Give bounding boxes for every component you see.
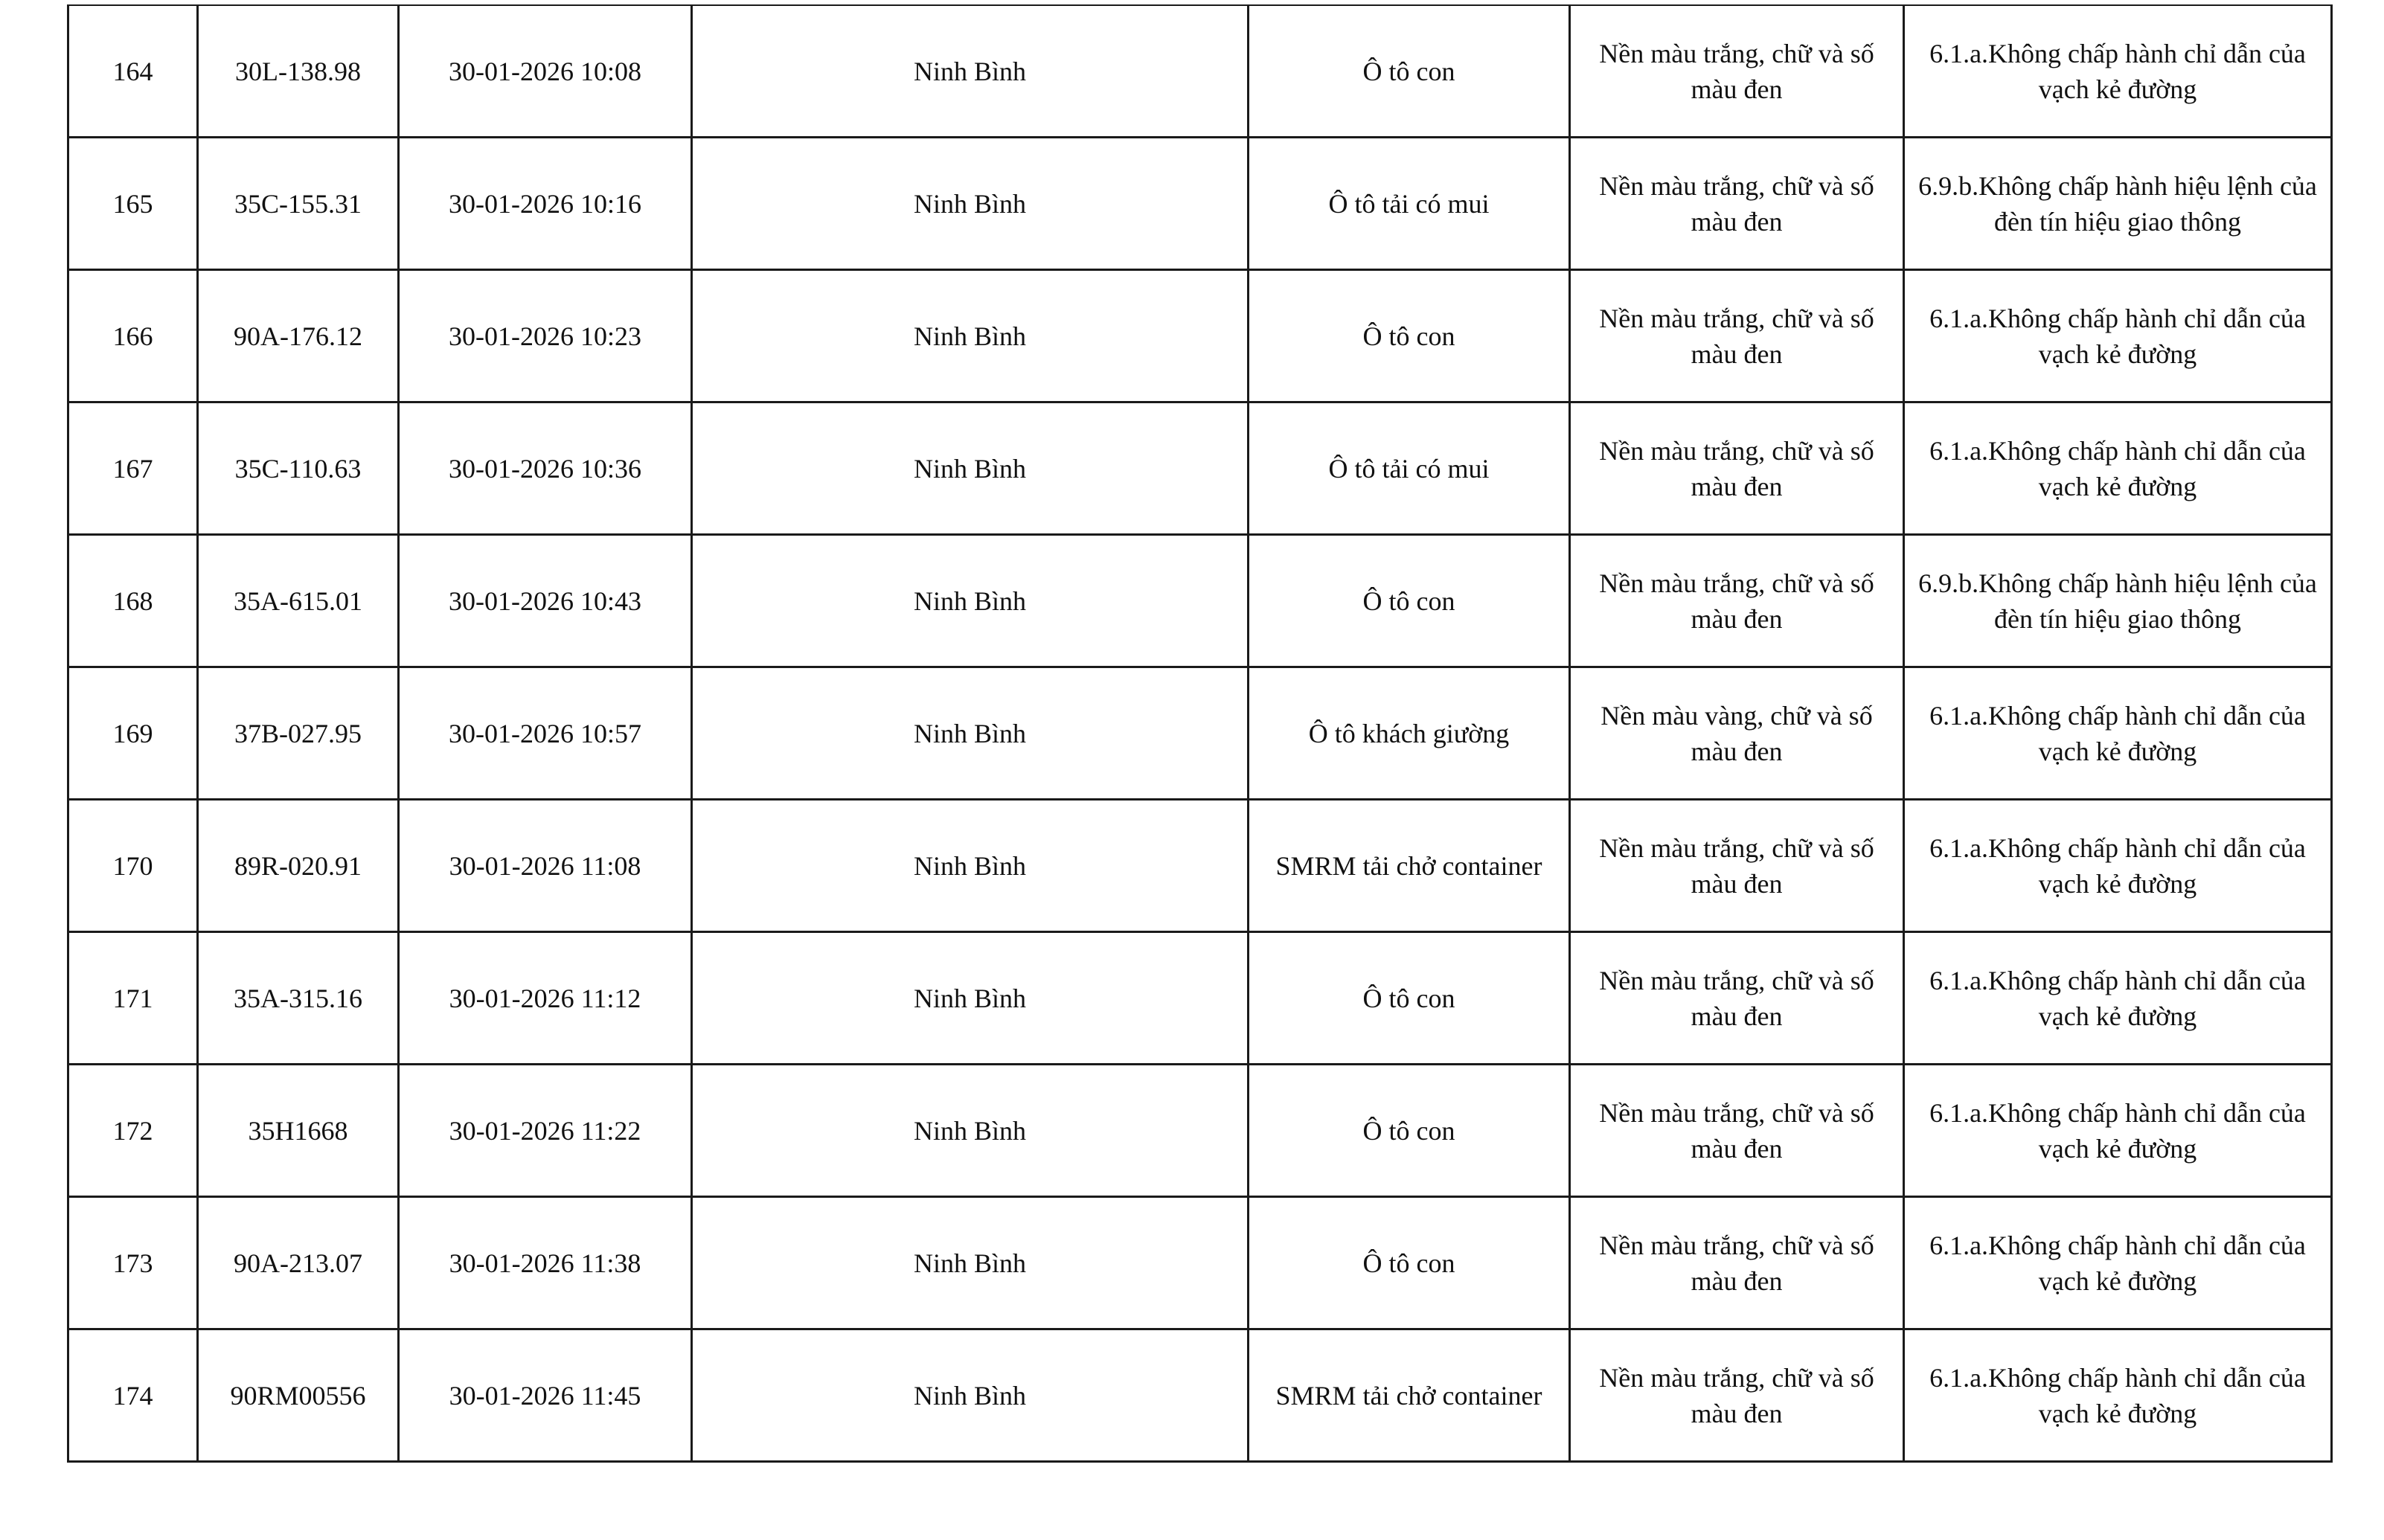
- violation-time-cell: 30-01-2026 10:23: [399, 270, 692, 402]
- table-row: [68, 270, 2332, 402]
- plate-color-cell: Nền màu trắng, chữ và số màu đen: [1570, 1065, 1904, 1197]
- violation-description-cell: 6.1.a.Không chấp hành chỉ dẫn của vạch kẻ đường: [1904, 1329, 2332, 1462]
- license-plate-cell: 90A-213.07: [198, 1197, 399, 1329]
- license-plate-cell: 35H1668: [198, 1065, 399, 1197]
- plate-color-cell: Nền màu trắng, chữ và số màu đen: [1570, 535, 1904, 667]
- vehicle-type-cell: Ô tô tải có mui: [1249, 402, 1570, 535]
- row-number-cell: 166: [68, 270, 198, 402]
- table-row: [68, 535, 2332, 667]
- violation-time-cell: 30-01-2026 10:57: [399, 667, 692, 800]
- location-cell: Ninh Bình: [692, 800, 1249, 932]
- plate-color-cell: Nền màu trắng, chữ và số màu đen: [1570, 5, 1904, 138]
- table-body: [68, 5, 2332, 1462]
- plate-color-cell: Nền màu trắng, chữ và số màu đen: [1570, 800, 1904, 932]
- license-plate-cell: 90RM00556: [198, 1329, 399, 1462]
- plate-color-cell: Nền màu trắng, chữ và số màu đen: [1570, 138, 1904, 270]
- location-cell: Ninh Bình: [692, 932, 1249, 1065]
- violation-time-cell: 30-01-2026 11:22: [399, 1065, 692, 1197]
- plate-color-cell: Nền màu vàng, chữ và số màu đen: [1570, 667, 1904, 800]
- table-row: [68, 1197, 2332, 1329]
- location-cell: Ninh Bình: [692, 138, 1249, 270]
- plate-color-cell: Nền màu trắng, chữ và số màu đen: [1570, 1329, 1904, 1462]
- location-cell: Ninh Bình: [692, 1329, 1249, 1462]
- table-row: [68, 1065, 2332, 1197]
- row-number-cell: 164: [68, 5, 198, 138]
- license-plate-cell: 90A-176.12: [198, 270, 399, 402]
- plate-color-cell: Nền màu trắng, chữ và số màu đen: [1570, 270, 1904, 402]
- violation-description-cell: 6.1.a.Không chấp hành chỉ dẫn của vạch kẻ đường: [1904, 932, 2332, 1065]
- license-plate-cell: 35A-315.16: [198, 932, 399, 1065]
- location-cell: Ninh Bình: [692, 270, 1249, 402]
- row-number-cell: 174: [68, 1329, 198, 1462]
- license-plate-cell: 89R-020.91: [198, 800, 399, 932]
- row-number-cell: 167: [68, 402, 198, 535]
- vehicle-type-cell: SMRM tải chở container: [1249, 800, 1570, 932]
- vehicle-type-cell: Ô tô khách giường: [1249, 667, 1570, 800]
- location-cell: Ninh Bình: [692, 402, 1249, 535]
- violation-description-cell: 6.1.a.Không chấp hành chỉ dẫn của vạch kẻ đường: [1904, 402, 2332, 535]
- violation-time-cell: 30-01-2026 11:38: [399, 1197, 692, 1329]
- table-row: [68, 138, 2332, 270]
- vehicle-type-cell: Ô tô con: [1249, 270, 1570, 402]
- row-number-cell: 165: [68, 138, 198, 270]
- vehicle-type-cell: Ô tô tải có mui: [1249, 138, 1570, 270]
- plate-color-cell: Nền màu trắng, chữ và số màu đen: [1570, 402, 1904, 535]
- location-cell: Ninh Bình: [692, 667, 1249, 800]
- plate-color-cell: Nền màu trắng, chữ và số màu đen: [1570, 1197, 1904, 1329]
- violation-description-cell: 6.9.b.Không chấp hành hiệu lệnh của đèn tín hiệu giao thông: [1904, 138, 2332, 270]
- row-number-cell: 169: [68, 667, 198, 800]
- table-row: [68, 1329, 2332, 1462]
- violation-time-cell: 30-01-2026 10:16: [399, 138, 692, 270]
- plate-color-cell: Nền màu trắng, chữ và số màu đen: [1570, 932, 1904, 1065]
- violation-time-cell: 30-01-2026 10:36: [399, 402, 692, 535]
- license-plate-cell: 35A-615.01: [198, 535, 399, 667]
- license-plate-cell: 30L-138.98: [198, 5, 399, 138]
- license-plate-cell: 35C-110.63: [198, 402, 399, 535]
- violation-time-cell: 30-01-2026 10:08: [399, 5, 692, 138]
- license-plate-cell: 35C-155.31: [198, 138, 399, 270]
- violation-time-cell: 30-01-2026 11:45: [399, 1329, 692, 1462]
- violation-time-cell: 30-01-2026 11:08: [399, 800, 692, 932]
- violation-time-cell: 30-01-2026 11:12: [399, 932, 692, 1065]
- violation-description-cell: 6.1.a.Không chấp hành chỉ dẫn của vạch kẻ đường: [1904, 270, 2332, 402]
- vehicle-type-cell: Ô tô con: [1249, 5, 1570, 138]
- row-number-cell: 170: [68, 800, 198, 932]
- table-row: [68, 932, 2332, 1065]
- violations-table: [67, 4, 2333, 1463]
- location-cell: Ninh Bình: [692, 5, 1249, 138]
- table-row: [68, 5, 2332, 138]
- table-row: [68, 800, 2332, 932]
- violation-time-cell: 30-01-2026 10:43: [399, 535, 692, 667]
- location-cell: Ninh Bình: [692, 1197, 1249, 1329]
- violation-description-cell: 6.1.a.Không chấp hành chỉ dẫn của vạch kẻ đường: [1904, 1065, 2332, 1197]
- location-cell: Ninh Bình: [692, 535, 1249, 667]
- row-number-cell: 173: [68, 1197, 198, 1329]
- table-row: [68, 402, 2332, 535]
- row-number-cell: 171: [68, 932, 198, 1065]
- location-cell: Ninh Bình: [692, 1065, 1249, 1197]
- row-number-cell: 168: [68, 535, 198, 667]
- violation-description-cell: 6.1.a.Không chấp hành chỉ dẫn của vạch kẻ đường: [1904, 667, 2332, 800]
- vehicle-type-cell: Ô tô con: [1249, 932, 1570, 1065]
- violation-description-cell: 6.1.a.Không chấp hành chỉ dẫn của vạch kẻ đường: [1904, 1197, 2332, 1329]
- table-row: [68, 667, 2332, 800]
- vehicle-type-cell: Ô tô con: [1249, 535, 1570, 667]
- row-number-cell: 172: [68, 1065, 198, 1197]
- license-plate-cell: 37B-027.95: [198, 667, 399, 800]
- violation-description-cell: 6.1.a.Không chấp hành chỉ dẫn của vạch kẻ đường: [1904, 800, 2332, 932]
- vehicle-type-cell: Ô tô con: [1249, 1065, 1570, 1197]
- violation-description-cell: 6.1.a.Không chấp hành chỉ dẫn của vạch kẻ đường: [1904, 5, 2332, 138]
- violation-description-cell: 6.9.b.Không chấp hành hiệu lệnh của đèn tín hiệu giao thông: [1904, 535, 2332, 667]
- vehicle-type-cell: Ô tô con: [1249, 1197, 1570, 1329]
- vehicle-type-cell: SMRM tải chở container: [1249, 1329, 1570, 1462]
